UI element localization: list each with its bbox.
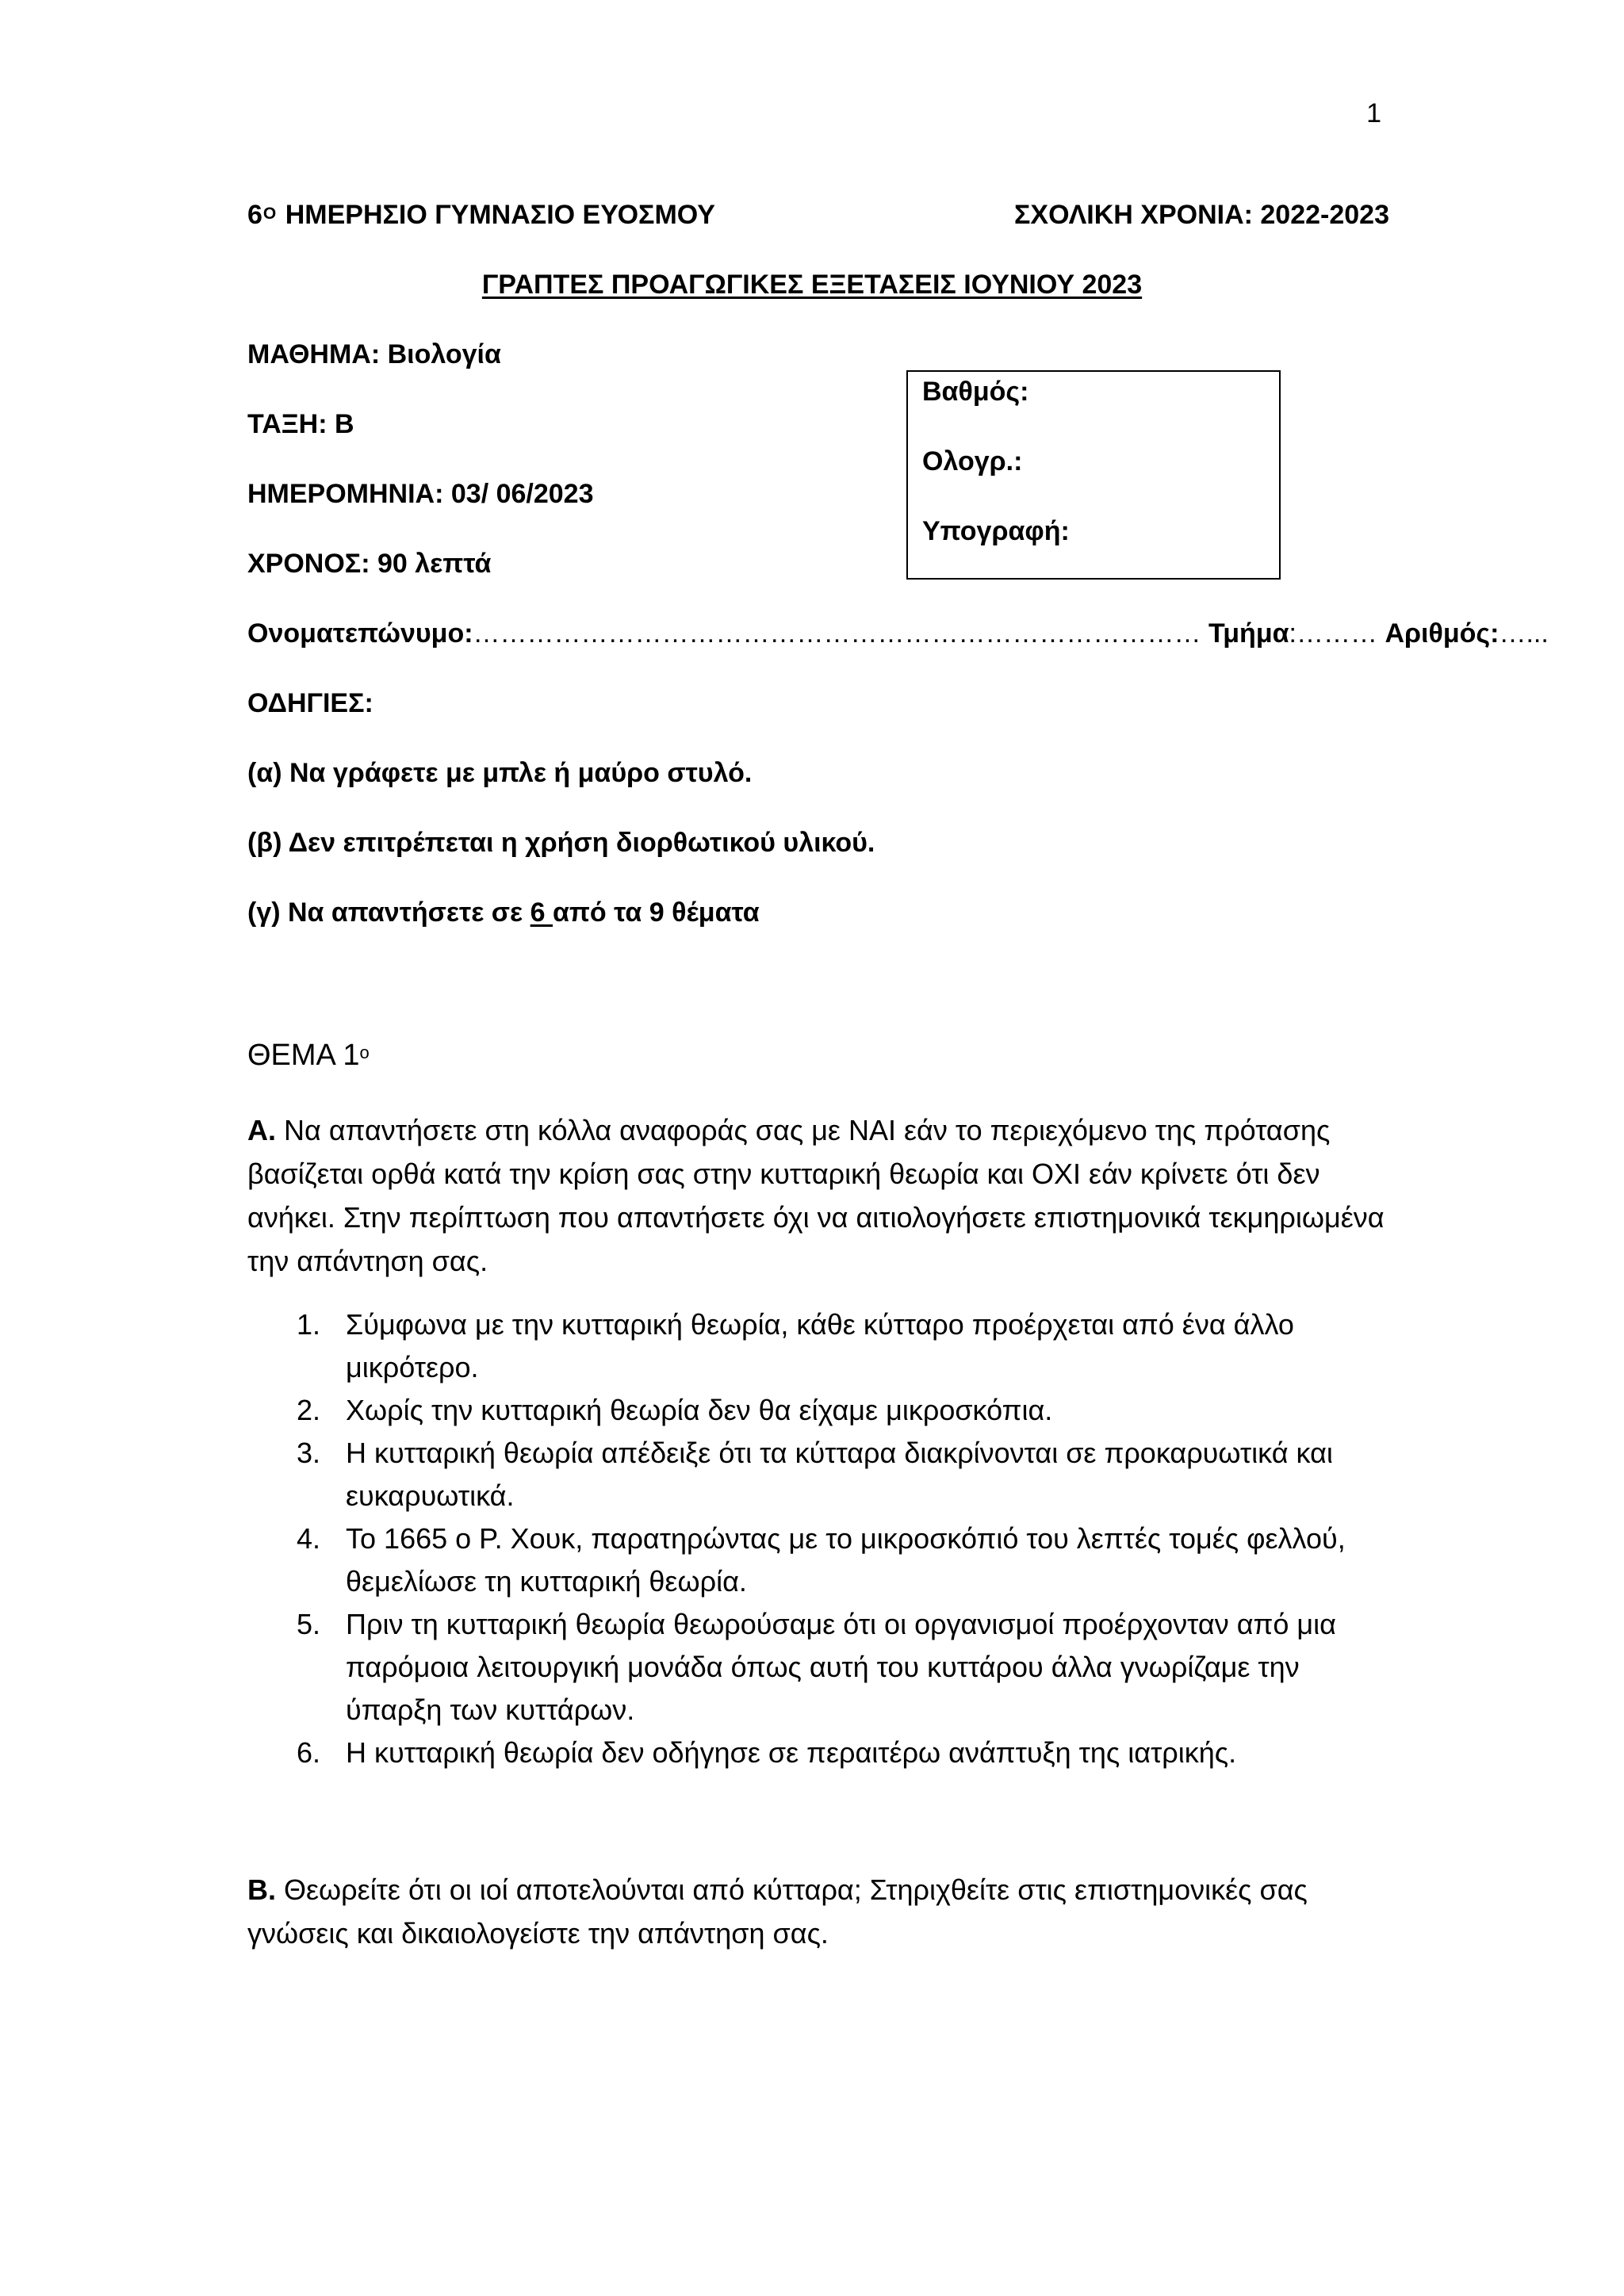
number-field[interactable]: …...: [1499, 618, 1549, 649]
class-label: ΤΑΞΗ: Β: [247, 409, 354, 439]
list-item-number: 1.: [297, 1308, 321, 1341]
student-info-line: [247, 618, 1549, 649]
list-item-number: 6.: [297, 1736, 321, 1769]
instruction-c: [247, 897, 760, 928]
list-item: [247, 1303, 1389, 1389]
grade-in-words-label: Ολογρ.:: [922, 446, 1023, 476]
instruction-c-end: από τα 9 θέματα: [553, 897, 760, 928]
number-label: Αριθμός:: [1385, 618, 1500, 649]
part-a-text: Να απαντήσετε στη κόλλα αναφοράς σας με ΝΑΙ εάν το περιεχόμενο της πρότασης βασίζεται ορθά κατά την κρίση σας στην κυτταρική θεωρία και ΟΧΙ εάν κρίνετε ότι δεν ανήκει. Στην περίπτωση που απαντήσετε όχι να αιτιολογήσετε επιστημονικά τεκμηριωμένα την απάντηση σας.: [247, 1114, 1385, 1277]
instruction-a: (α) Να γράφετε με μπλε ή μαύρο στυλό.: [247, 758, 753, 788]
list-item-text: Η κυτταρική θεωρία δεν οδήγησε σε περαιτέρω ανάπτυξη της ιατρικής.: [346, 1736, 1237, 1769]
date-label: ΗΜΕΡΟΜΗΝΙΑ: 03/ 06/2023: [247, 479, 594, 509]
part-b-text: Θεωρείτε ότι οι ιοί αποτελούνται από κύτταρα; Στηριχθείτε στις επιστημονικές σας γνώσεις και δικαιολογείστε την απάντηση σας.: [247, 1873, 1308, 1950]
list-item-text: Χωρίς την κυτταρική θεωρία δεν θα είχαμε μικροσκόπια.: [346, 1394, 1053, 1426]
part-b-label: Β.: [247, 1873, 276, 1906]
list-item-text: Η κυτταρική θεωρία απέδειξε ότι τα κύτταρα διακρίνονται σε προκαρυωτικά και ευκαρυωτικά.: [346, 1437, 1333, 1512]
list-item: [247, 1517, 1389, 1603]
name-label: Ονοματεπώνυμο:: [247, 618, 473, 649]
exam-title-text: ΓΡΑΠΤΕΣ ΠΡΟΑΓΩΓΙΚΕΣ ΕΞΕΤΑΣΕΙΣ ΙΟΥΝΙΟΥ 2023: [481, 270, 1143, 300]
section-field[interactable]: :………: [1289, 618, 1385, 649]
grade-label: Βαθμός:: [922, 377, 1029, 407]
part-a-label: Α.: [247, 1114, 276, 1146]
instruction-c-start: (γ) Να απαντήσετε σε: [247, 897, 530, 928]
section-label: Τμήμα: [1208, 618, 1289, 649]
topic-1-title-text: ΘΕΜΑ 1: [247, 1039, 360, 1072]
list-item-number: 4.: [297, 1522, 321, 1555]
topic-1-part-b: [247, 1868, 1397, 1955]
instruction-b: (β) Δεν επιτρέπεται η χρήση διορθωτικού υλικού.: [247, 828, 875, 858]
school-name-rest: ΗΜΕΡΗΣΙΟ ΓΥΜΝΑΣΙΟ ΕΥΟΣΜΟΥ: [285, 200, 715, 230]
duration-label: ΧΡΟΝΟΣ: 90 λεπτά: [247, 549, 492, 579]
school-prefix: 6: [247, 200, 262, 230]
list-item-number: 2.: [297, 1394, 321, 1426]
list-item: [247, 1432, 1389, 1517]
topic-1-part-a: [247, 1108, 1397, 1283]
page-number: 1: [1366, 98, 1381, 128]
subject-label: ΜΑΘΗΜΑ: Βιολογία: [247, 339, 501, 369]
school-superscript: Ο: [262, 205, 277, 223]
school-year: ΣΧΟΛΙΚΗ ΧΡΟΝΙΑ: 2022-2023: [1013, 200, 1389, 230]
signature-label: Υπογραφή:: [922, 516, 1070, 546]
list-item-text: Σύμφωνα με την κυτταρική θεωρία, κάθε κύτταρο προέρχεται από ένα άλλο μικρότερο.: [346, 1308, 1294, 1383]
statements-list: [247, 1303, 1389, 1774]
grade-box: [906, 370, 1281, 580]
school-name: [247, 200, 715, 231]
exam-title: [0, 270, 1624, 300]
topic-1-title-sup: ο: [359, 1043, 370, 1062]
topic-1-title: [247, 1039, 370, 1073]
list-item-text: Το 1665 ο Ρ. Χουκ, παρατηρώντας με το μικροσκόπιό του λεπτές τομές φελλού, θεμελίωσε τη κυτταρική θεωρία.: [346, 1522, 1346, 1598]
list-item-text: Πριν τη κυτταρική θεωρία θεωρούσαμε ότι οι οργανισμοί προέρχονταν από μια παρόμοια λειτουργική μονάδα όπως αυτή του κυττάρου άλλα γνωρίζαμε την ύπαρξη των κυττάρων.: [346, 1608, 1336, 1726]
instruction-c-number: 6: [530, 897, 553, 928]
list-item: [247, 1732, 1389, 1774]
list-item: [247, 1389, 1389, 1432]
instructions-heading: ΟΔΗΓΙΕΣ:: [247, 688, 373, 718]
list-item-number: 5.: [297, 1608, 321, 1640]
list-item-number: 3.: [297, 1437, 321, 1469]
list-item: [247, 1603, 1389, 1732]
name-field[interactable]: ………………………………………………………………………: [473, 618, 1201, 649]
